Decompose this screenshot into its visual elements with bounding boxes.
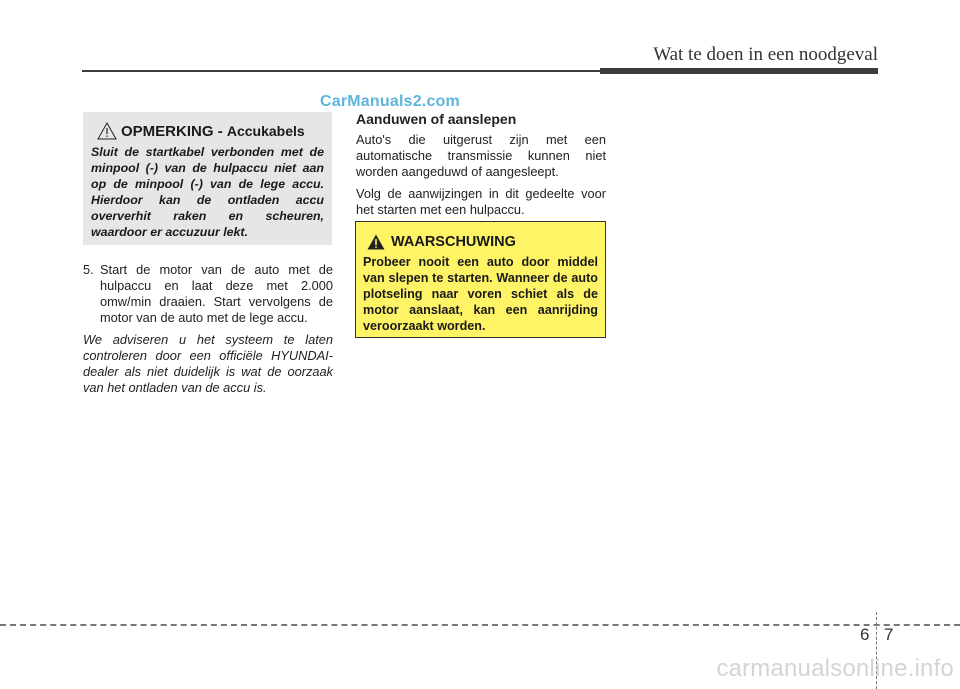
warning-icon bbox=[367, 234, 385, 250]
right-paragraph-2: Volg de aanwijzingen in dit gedeelte voor het starten met een hulpaccu. bbox=[356, 186, 606, 217]
note-subtitle: Accukabels bbox=[226, 122, 305, 139]
step-text: Start de motor van de auto met de hulpaccu en laat deze met 2.000 omw/min draaien. Start vervolgens de motor van de auto met de lege accu. bbox=[100, 262, 333, 325]
right-paragraph-1: Auto's die uitgerust zijn met een automatische transmissie kunnen niet worden aangeduwd of aangesleept. bbox=[356, 132, 606, 179]
warning-body: Probeer nooit een auto door middel van slepen te starten. Wanneer de auto plotseling naar voren schiet als de motor aanslaat, kan een aanrijding veroorzaakt worden. bbox=[363, 255, 598, 333]
right-heading: Aanduwen of aanslepen bbox=[356, 111, 517, 127]
step-number: 5. bbox=[83, 262, 94, 277]
note-header bbox=[97, 122, 324, 140]
note-body: Sluit de startkabel verbonden met de minpool (-) van de hulpaccu niet aan op de minpool (-) van de lege accu. Hierdoor kan de ontladen accu oververhit raken en scheuren, waardoor er accuzuur lekt. bbox=[91, 145, 324, 239]
warning-box bbox=[355, 221, 606, 338]
note-dash: - bbox=[217, 122, 223, 140]
note-box bbox=[83, 112, 332, 245]
warning-header bbox=[367, 234, 598, 250]
caution-triangle-icon bbox=[97, 122, 117, 140]
step-item bbox=[83, 262, 333, 326]
page-number: 7 bbox=[884, 625, 894, 644]
left-column bbox=[83, 262, 333, 396]
section-title: Wat te doen in een noodgeval bbox=[653, 44, 878, 65]
note-label: OPMERKING bbox=[121, 122, 214, 140]
warning-title: WAARSCHUWING bbox=[391, 234, 516, 250]
right-column bbox=[356, 111, 606, 224]
watermark-bottom: carmanualsonline.info bbox=[716, 655, 954, 682]
note-title bbox=[121, 123, 305, 140]
header-rule bbox=[82, 68, 878, 73]
advice-text: We adviseren u het systeem te laten controleren door een officiële HYUNDAI-dealer als niet duidelijk is wat de oorzaak van het ontladen van de accu is. bbox=[83, 332, 333, 395]
footer-rule bbox=[0, 624, 960, 626]
watermark-top: CarManuals2.com bbox=[320, 93, 460, 110]
chapter-number: 6 bbox=[860, 625, 870, 644]
